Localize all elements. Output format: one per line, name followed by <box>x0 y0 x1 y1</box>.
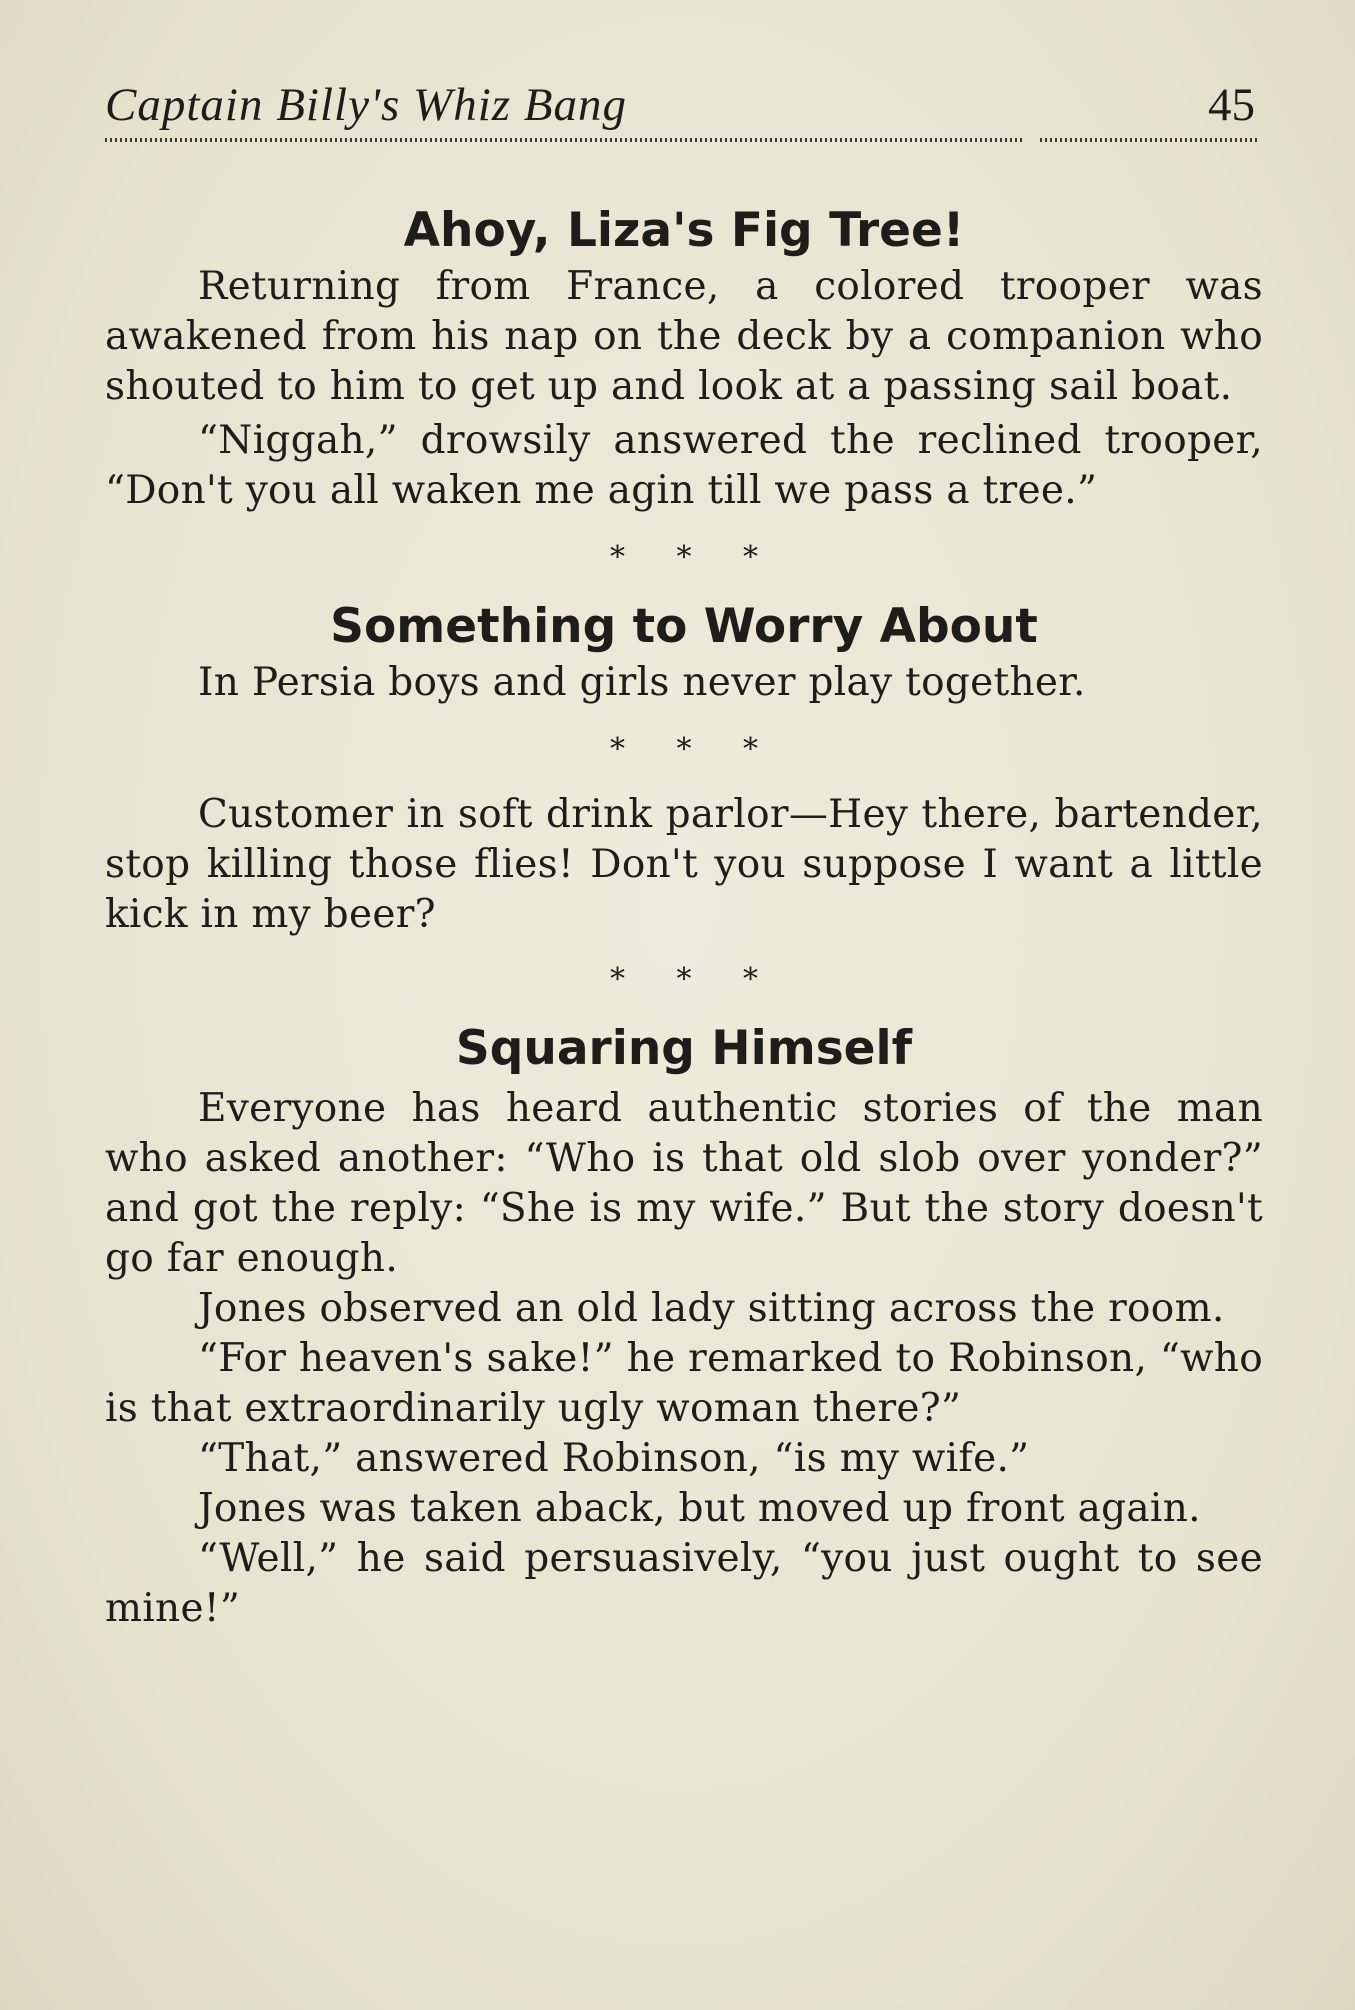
article-title: Ahoy, Liza's Fig Tree! <box>403 203 965 258</box>
article-paragraph: “Well,” he said persuasively, “you just ought to see mine!” <box>105 1536 1263 1631</box>
article-paragraph: Everyone has heard authentic stories of the man who asked another: “Who is that old slob over yonder?” and got the reply: “She is my wife.” But the story doesn't go far enough. <box>105 1086 1263 1281</box>
dotted-rule <box>1040 138 1258 142</box>
running-title: Captain Billy's Whiz Bang <box>105 79 628 131</box>
article-soft-drink-parlor <box>105 790 1263 940</box>
article-paragraph: Customer in soft drink parlor—Hey there, bartender, stop killing those flies! Don't you suppose I want a little kick in my beer? <box>105 792 1263 937</box>
article-title: Squaring Himself <box>455 1021 913 1076</box>
page-content <box>105 200 1263 1634</box>
article-something-to-worry-about <box>105 596 1263 708</box>
article-paragraph: Jones was taken aback, but moved up front again. <box>198 1486 1201 1531</box>
article-squaring-himself <box>105 1018 1263 1634</box>
article-title: Something to Worry About <box>330 599 1038 654</box>
section-separator: * * * <box>609 540 759 575</box>
page-number: 45 <box>1208 79 1255 131</box>
article-liza-fig-tree <box>105 200 1263 516</box>
article-paragraph: Returning from France, a colored trooper was awakened from his nap on the deck by a companion who shouted to him to get up and look at a passing sail boat. <box>105 264 1263 409</box>
dotted-rule <box>105 138 1025 142</box>
section-separator: * * * <box>609 732 759 767</box>
section-separator: * * * <box>609 962 759 997</box>
article-paragraph: “That,” answered Robinson, “is my wife.” <box>198 1436 1030 1481</box>
article-paragraph: Jones observed an old lady sitting across the room. <box>198 1286 1225 1331</box>
article-paragraph: “For heaven's sake!” he remarked to Robinson, “who is that extraordinarily ugly woman there?” <box>105 1336 1263 1431</box>
article-paragraph: In Persia boys and girls never play together. <box>198 660 1086 705</box>
running-head <box>105 78 1263 150</box>
article-paragraph: “Niggah,” drowsily answered the reclined trooper, “Don't you all waken me agin till we pass a tree.” <box>105 418 1263 513</box>
